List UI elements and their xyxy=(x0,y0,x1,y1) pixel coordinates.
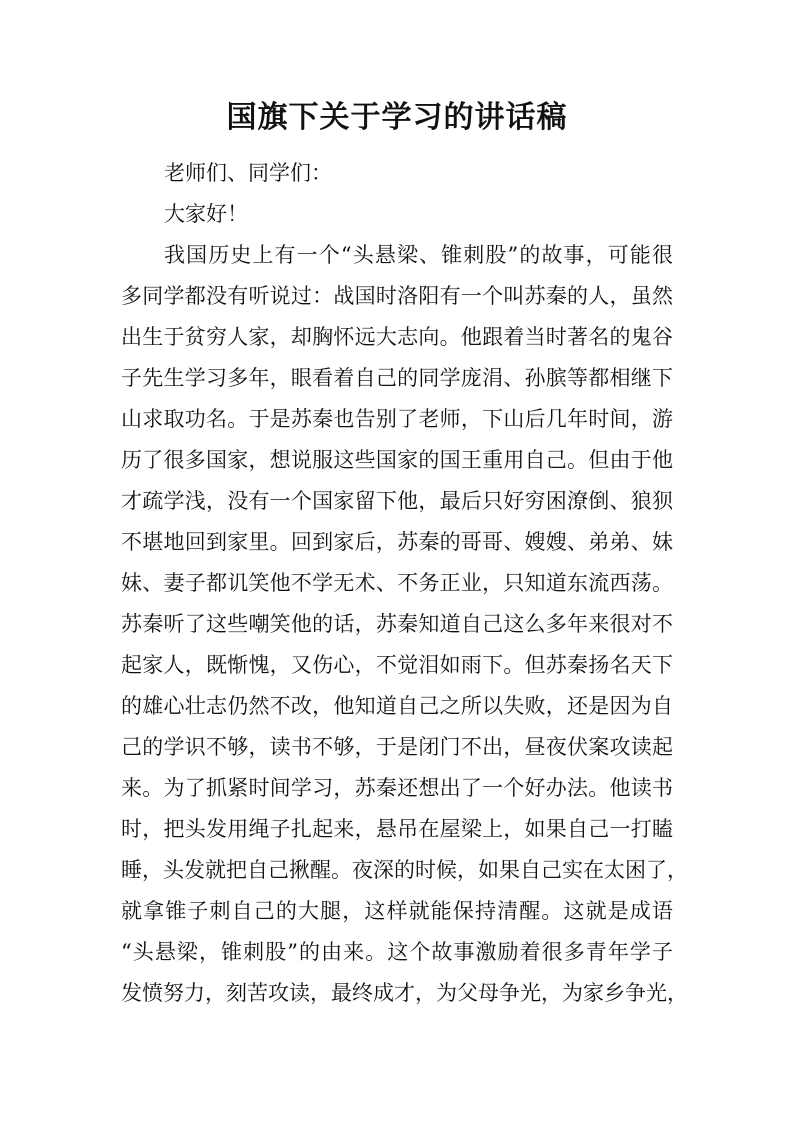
salutation: 老师们、同学们： xyxy=(164,161,332,185)
body-line: 来。为了抓紧时间学习，苏秦还想出了一个好办法。他读书 xyxy=(121,776,673,800)
body-line: 苏秦听了这些嘲笑他的话，苏秦知道自己这么多年来很对不 xyxy=(121,612,673,636)
greeting: 大家好！ xyxy=(164,202,248,226)
body-line: 己的学识不够，读书不够，于是闭门不出，昼夜伏案攻读起 xyxy=(121,735,673,759)
body-line: 我国历史上有一个“头悬梁、锥刺股”的故事，可能很 xyxy=(164,243,673,267)
body-line: 发愤努力，刻苦攻读，最终成才，为父母争光，为家乡争光， xyxy=(121,981,688,1005)
body-line: 时，把头发用绳子扎起来，悬吊在屋梁上，如果自己一打瞌 xyxy=(121,817,673,841)
body-line: 出生于贫穷人家，却胸怀远大志向。他跟着当时著名的鬼谷 xyxy=(121,325,673,349)
body-line: 起家人，既惭愧，又伤心，不觉泪如雨下。但苏秦扬名天下 xyxy=(121,653,673,677)
body-line: 不堪地回到家里。回到家后，苏秦的哥哥、嫂嫂、弟弟、妹 xyxy=(121,530,673,554)
body-line: 妹、妻子都讥笑他不学无术、不务正业，只知道东流西荡。 xyxy=(121,571,673,595)
body-line: 历了很多国家，想说服这些国家的国王重用自己。但由于他 xyxy=(121,448,673,472)
body-line: 才疏学浅，没有一个国家留下他，最后只好穷困潦倒、狼狈 xyxy=(121,489,673,513)
body-line: 多同学都没有听说过：战国时洛阳有一个叫苏秦的人，虽然 xyxy=(121,284,673,308)
page-title: 国旗下关于学习的讲话稿 xyxy=(226,100,568,135)
body-line: 山求取功名。于是苏秦也告别了老师，下山后几年时间，游 xyxy=(121,407,673,431)
body-line: “头悬梁，锥刺股”的由来。这个故事激励着很多青年学子 xyxy=(121,940,673,964)
body-line: 子先生学习多年，眼看着自己的同学庞涓、孙膑等都相继下 xyxy=(121,366,673,390)
body-line: 的雄心壮志仍然不改，他知道自己之所以失败，还是因为自 xyxy=(121,694,673,718)
body-line: 睡，头发就把自己揪醒。夜深的时候，如果自己实在太困了， xyxy=(121,858,688,882)
body-line: 就拿锥子刺自己的大腿，这样就能保持清醒。这就是成语 xyxy=(121,899,673,923)
